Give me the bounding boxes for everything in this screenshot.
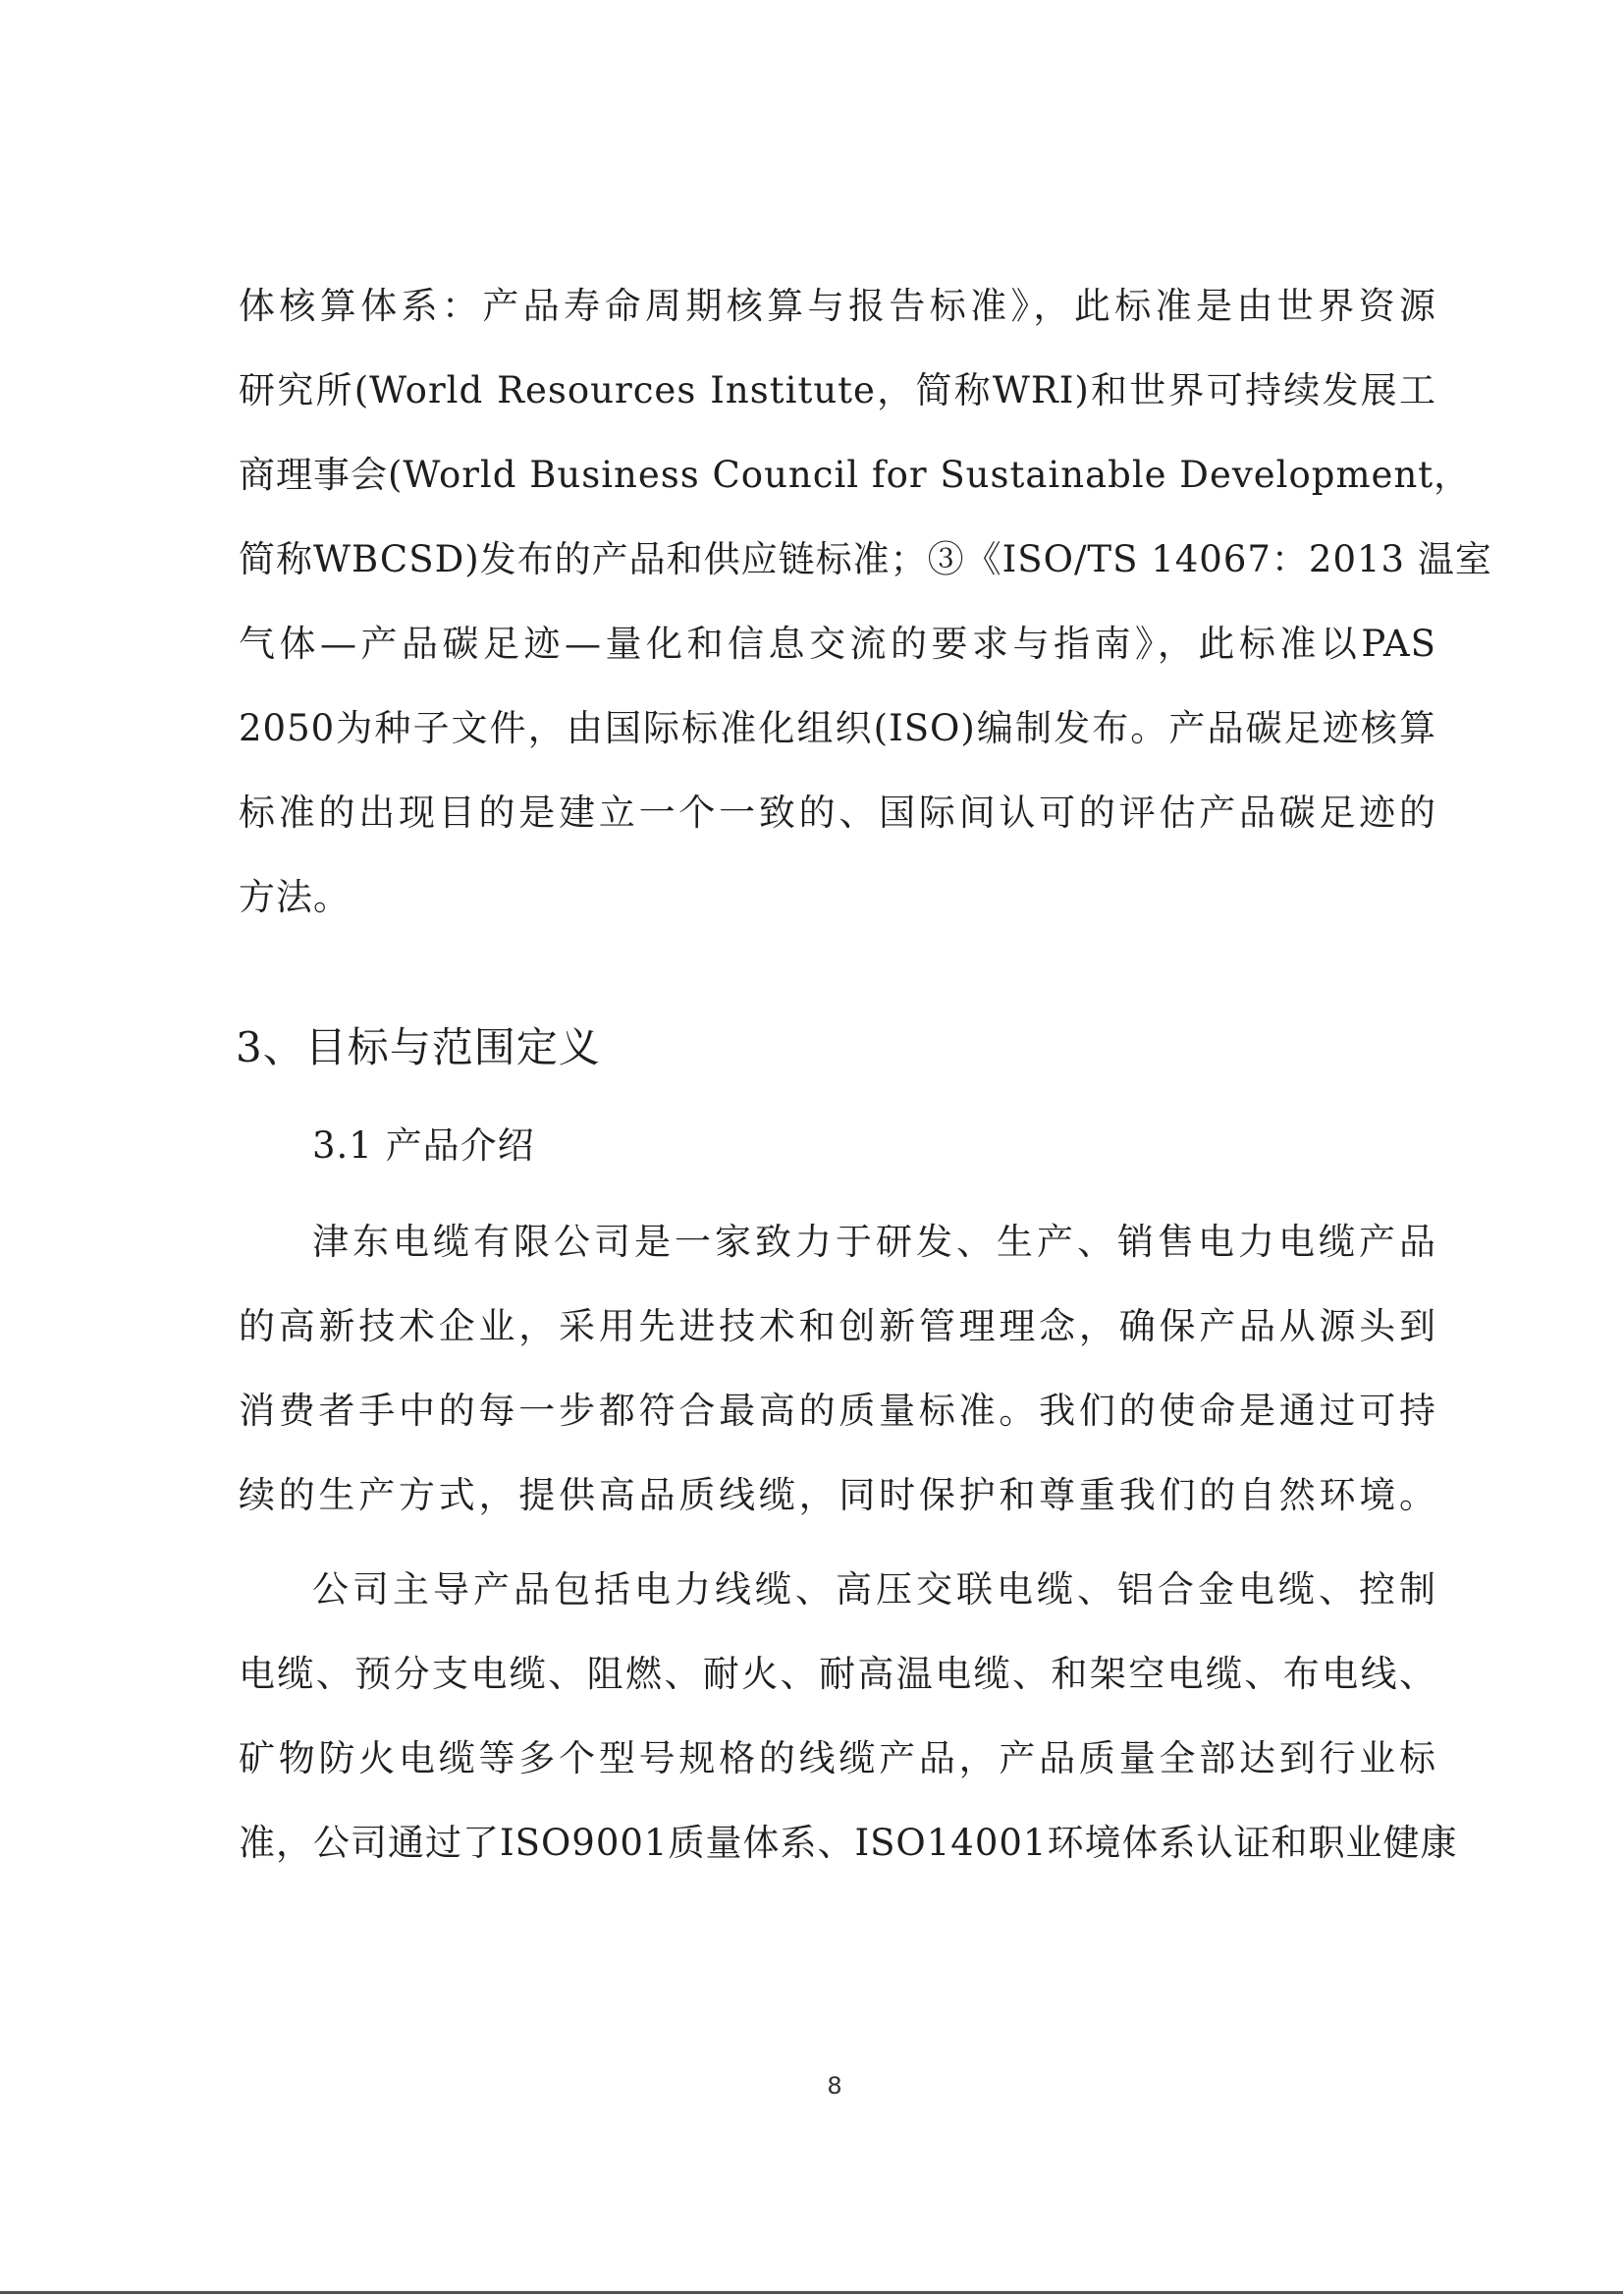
section-heading: 3、目标与范围定义 [236, 1023, 601, 1071]
text-line: 续的生产方式，提供高品质线缆，同时保护和尊重我们的自然环境。 [239, 1474, 1436, 1516]
text-line: 公司主导产品包括电力线缆、高压交联电缆、铝合金电缆、控制 [312, 1568, 1436, 1611]
scan-edge-line [0, 2291, 1623, 2294]
text-line: 准，公司通过了ISO9001质量体系、ISO14001环境体系认证和职业健康 [239, 1822, 1458, 1864]
text-line: 标准的出现目的是建立一个一致的、国际间认可的评估产品碳足迹的 [239, 792, 1436, 834]
text-line: 体核算体系：产品寿命周期核算与报告标准》，此标准是由世界资源 [239, 285, 1436, 327]
text-line: 简称WBCSD)发布的产品和供应链标准；③《ISO/TS 14067：2013 温室 [239, 538, 1492, 580]
text-line: 方法。 [239, 876, 351, 918]
text-line: 的高新技术企业，采用先进技术和创新管理理念，确保产品从源头到 [239, 1305, 1436, 1347]
text-line: 商理事会(World Business Council for Sustainable Development， [239, 454, 1472, 496]
text-line: 电缆、预分支电缆、阻燃、耐火、耐高温电缆、和架空电缆、布电线、 [239, 1653, 1436, 1695]
text-line: 2050为种子文件，由国际标准化组织(ISO)编制发布。产品碳足迹核算 [239, 707, 1436, 749]
text-line: 消费者手中的每一步都符合最高的质量标准。我们的使命是通过可持 [239, 1390, 1436, 1432]
text-line: 津东电缆有限公司是一家致力于研发、生产、销售电力电缆产品 [312, 1221, 1436, 1263]
text-line: 矿物防火电缆等多个型号规格的线缆产品，产品质量全部达到行业标 [239, 1737, 1436, 1779]
page-number: 8 [827, 2072, 842, 2100]
subsection-heading: 3.1 产品介绍 [312, 1124, 535, 1167]
text-line: 气体—产品碳足迹—量化和信息交流的要求与指南》，此标准以PAS [239, 623, 1436, 665]
text-line: 研究所(World Resources Institute，简称WRI)和世界可持续发展工 [239, 369, 1436, 411]
